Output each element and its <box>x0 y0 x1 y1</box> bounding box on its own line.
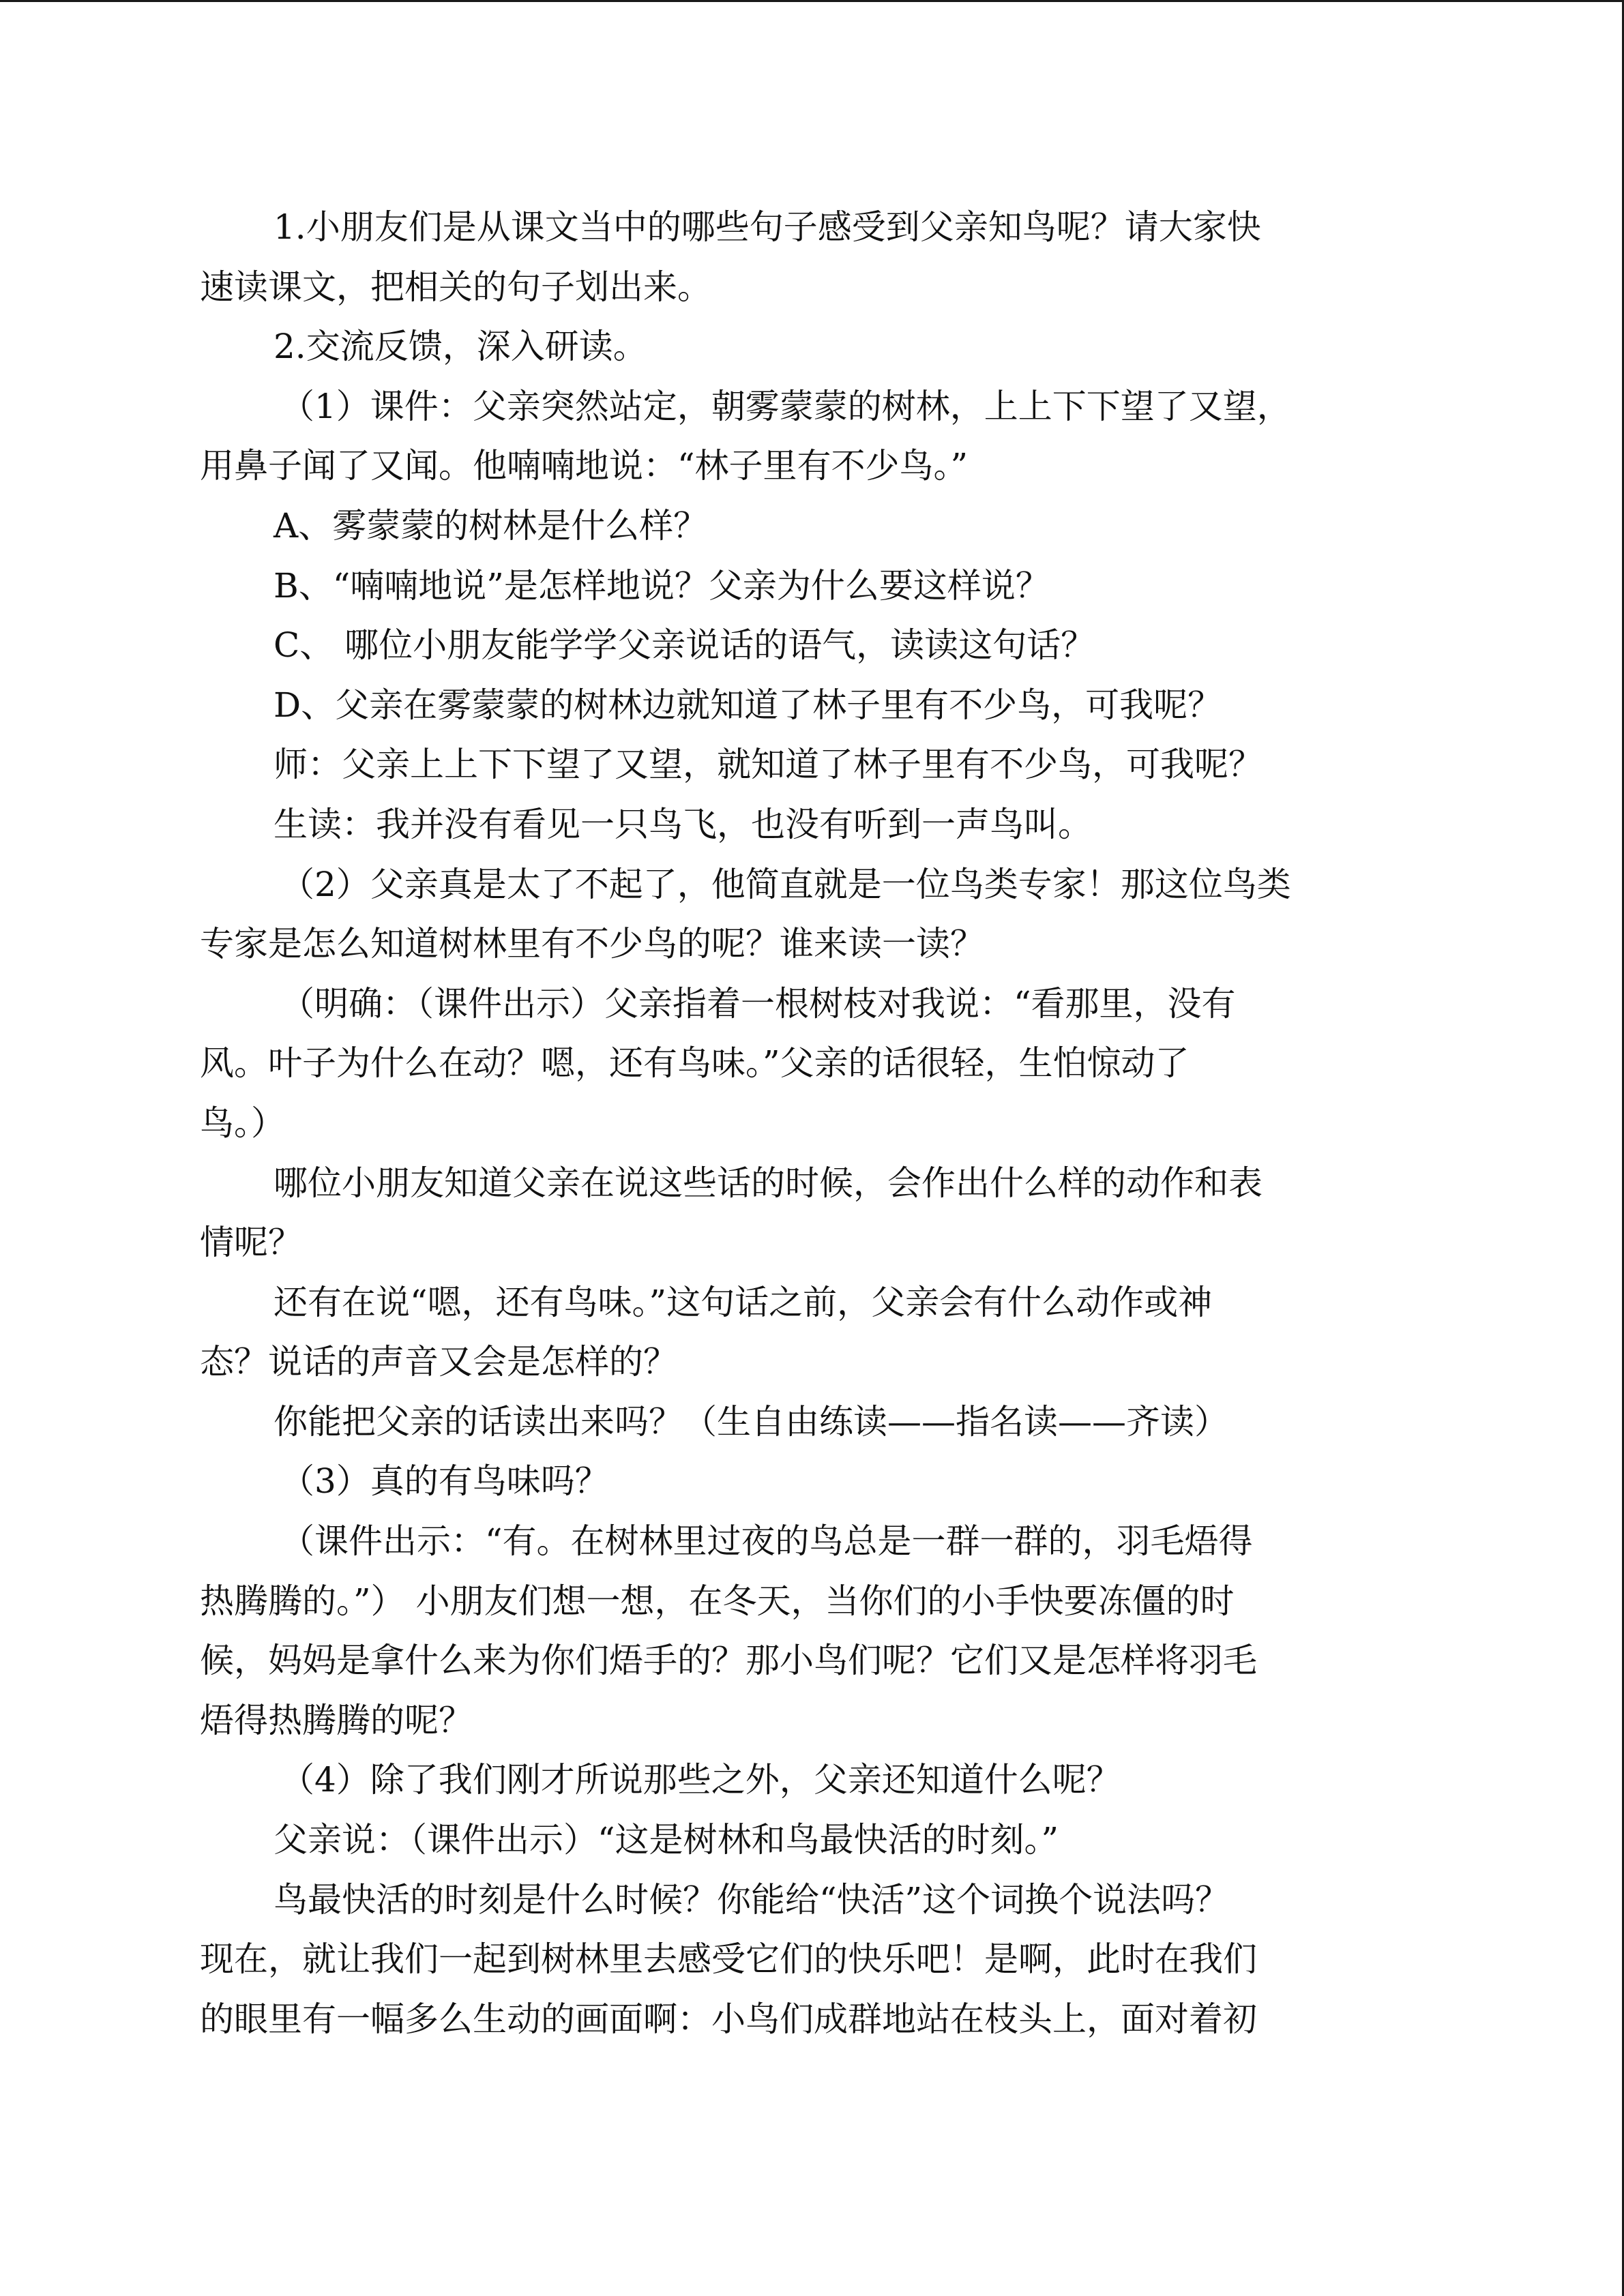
text-line: 用鼻子闻了又闻。他喃喃地说：“林子里有不少鸟。” <box>200 446 969 486</box>
text-line: 候，妈妈是拿什么来为你们焐手的？那小鸟们呢？它们又是怎样将羽毛 <box>200 1641 1257 1681</box>
text-line: 哪位小朋友知道父亲在说这些话的时候，会作出什么样的动作和表 <box>274 1163 1263 1203</box>
text-line: （1）课件：父亲突然站定，朝雾蒙蒙的树林，上上下下望了又望， <box>280 386 1291 426</box>
text-line: 的眼里有一幅多么生动的画面啊：小鸟们成群地站在枝头上，面对着初 <box>200 1999 1257 2039</box>
text-line: 热腾腾的。”） 小朋友们想一想，在冬天，当你们的小手快要冻僵的时 <box>200 1581 1235 1621</box>
text-line: （2）父亲真是太了不起了，他简直就是一位鸟类专家！那这位鸟类 <box>280 864 1291 904</box>
text-line: 你能把父亲的话读出来吗？（生自由练读——指名读——齐读） <box>274 1401 1228 1442</box>
document-body <box>200 198 1407 2049</box>
text-line: 专家是怎么知道树林里有不少鸟的呢？谁来读一读？ <box>200 924 984 964</box>
text-line: 态？说话的声音又会是怎样的？ <box>200 1342 677 1382</box>
text-line: B、“喃喃地说”是怎样地说？父亲为什么要这样说？ <box>274 565 1050 606</box>
text-line: 鸟。） <box>200 1103 285 1143</box>
text-line: 速读课文，把相关的句子划出来。 <box>200 267 711 307</box>
text-line: 情呢？ <box>200 1223 302 1263</box>
text-line: （课件出示：“有。在树林里过夜的鸟总是一群一群的，羽毛焐得 <box>280 1521 1253 1562</box>
text-line: 2.交流反馈，深入研读。 <box>274 327 647 367</box>
text-line: C、 哪位小朋友能学学父亲说话的语气，读读这句话？ <box>274 625 1095 666</box>
text-line: 风。叶子为什么在动？嗯，还有鸟味。”父亲的话很轻，生怕惊动了 <box>200 1043 1190 1084</box>
text-line: 还有在说“嗯，还有鸟味。”这句话之前，父亲会有什么动作或神 <box>274 1282 1213 1322</box>
text-line: 父亲说：（课件出示）“这是树林和鸟最快活的时刻。” <box>274 1820 1059 1860</box>
text-line: 师：父亲上上下下望了又望，就知道了林子里有不少鸟，可我呢？ <box>274 745 1263 785</box>
text-line: 鸟最快活的时刻是什么时候？你能给“快活”这个词换个说法吗？ <box>274 1879 1230 1920</box>
text-line: （3）真的有鸟味吗？ <box>280 1461 609 1502</box>
text-line: （4）除了我们刚才所说那些之外，父亲还知道什么呢？ <box>280 1760 1121 1800</box>
text-line: 焐得热腾腾的呢？ <box>200 1700 473 1740</box>
text-line: D、父亲在雾蒙蒙的树林边就知道了林子里有不少鸟，可我呢？ <box>274 685 1222 725</box>
page-top-border <box>0 0 1624 2</box>
text-line: 生读：我并没有看见一只鸟飞，也没有听到一声鸟叫。 <box>274 804 1092 844</box>
text-line: 现在，就让我们一起到树林里去感受它们的快乐吧！是啊，此时在我们 <box>200 1939 1257 1980</box>
text-line: A、雾蒙蒙的树林是什么样？ <box>274 505 708 546</box>
text-line: 1.小朋友们是从课文当中的哪些句子感受到父亲知鸟呢？请大家快 <box>274 207 1261 247</box>
text-line: （明确：（课件出示）父亲指着一根树枝对我说：“看那里，没有 <box>280 983 1236 1024</box>
